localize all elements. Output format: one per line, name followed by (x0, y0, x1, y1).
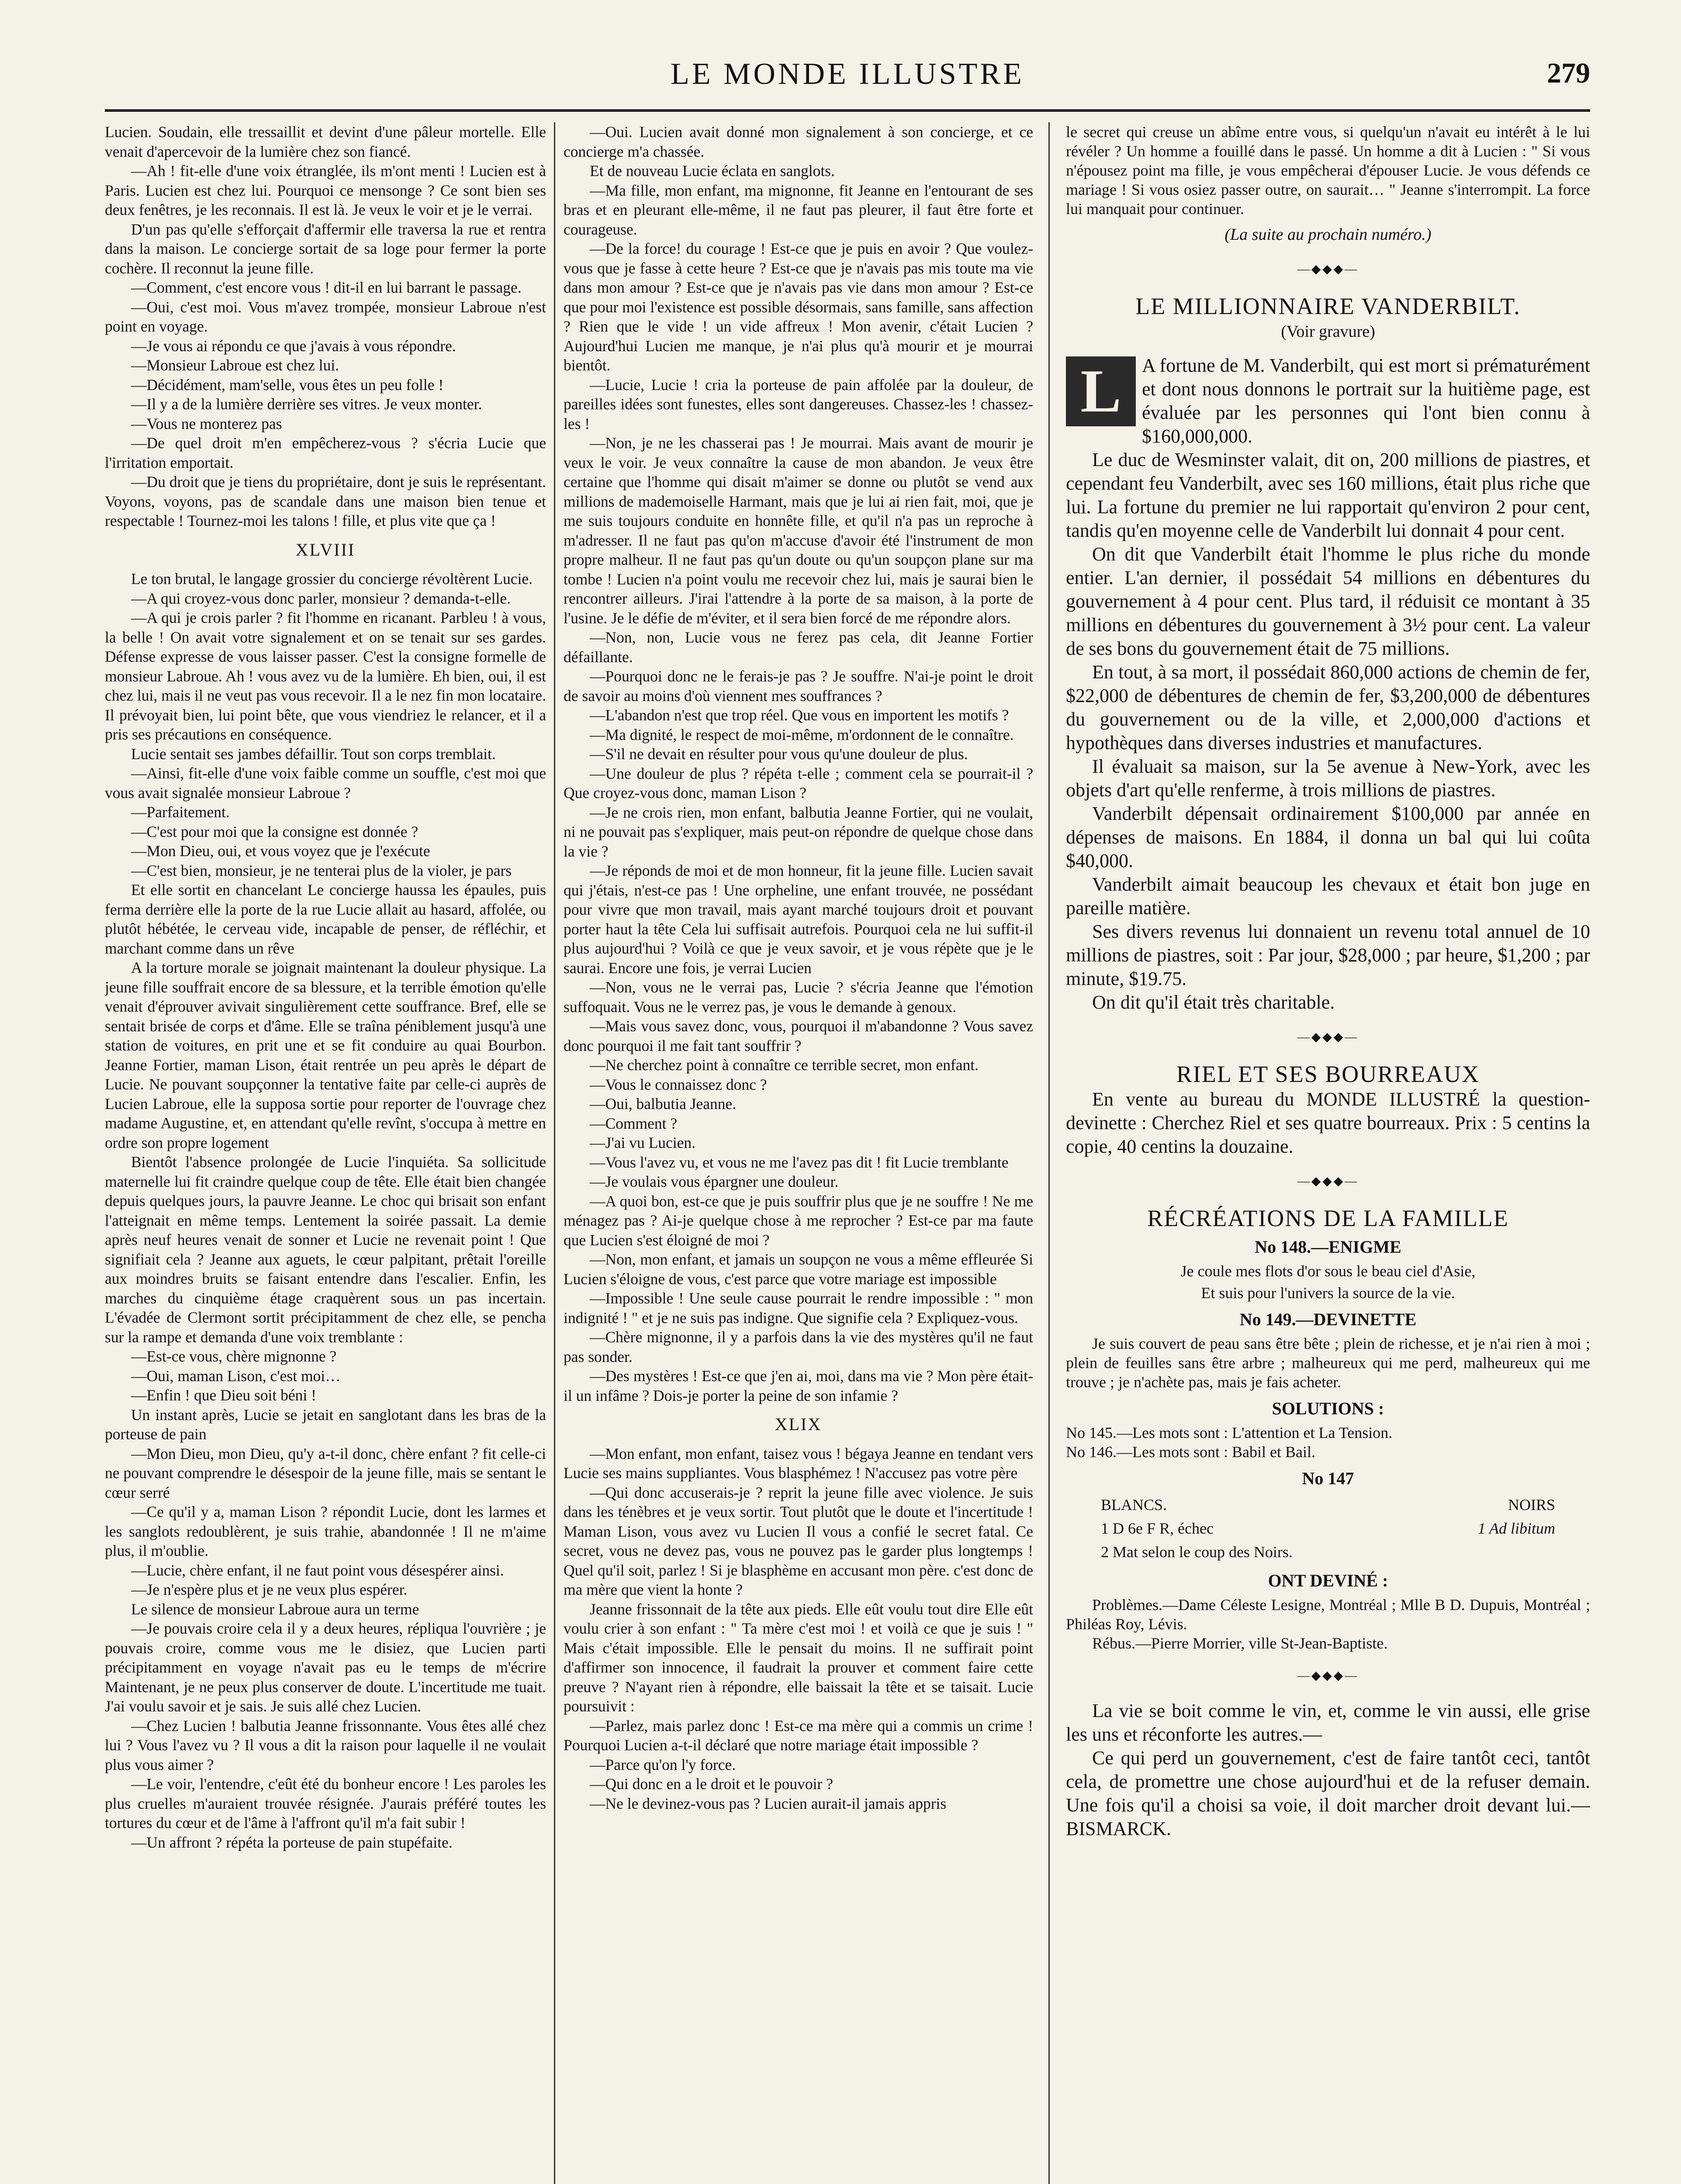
quote-text: Ce qui perd un gouvernement, c'est de faire tantôt ceci, tantôt cela, de promettre une chose aujourd'hui et de la refuser demain. Une fois qu'il a choisi sa voie, il doit marcher droit devant lui.— (1066, 1747, 1590, 1816)
paragraph: —Mais vous savez donc, vous, pourquoi il m'abandonne ? Vous savez donc pourquoi il me fait tant souffrir ? (564, 1017, 1033, 1054)
paragraph: —Impossible ! Une seule cause pourrait le rendre impossible : " mon indignité ! " et je ne suis pas indigne. Que signifie cela ? Expliquez-vous. (564, 1289, 1033, 1327)
paragraph: —Enfin ! que Dieu soit béni ! (131, 1386, 316, 1404)
paragraph: —Oui. Lucien avait donné mon signalement à son concierge, et ce concierge m'a chassée. (564, 123, 1033, 160)
solution-line: No 145.—Les mots sont : L'attention et La Tension. (1066, 1424, 1393, 1441)
paragraph: —Ma dignité, le respect de moi-même, m'ordonnent de le connaître. (590, 726, 1014, 743)
section-title-vanderbilt: LE MILLIONNAIRE VANDERBILT. (1135, 293, 1521, 319)
paragraph: Vanderbilt dépensait ordinairement $100,000 par année en dépenses de maisons. En 1884, il donna un bal qui lui coûta $40,000. (1066, 803, 1590, 871)
quote-author: BISMARCK. (1066, 1818, 1171, 1839)
paragraph: Bientôt l'absence prolongée de Lucie l'inquiéta. Sa sollicitude maternelle lui fit craindre quelque coup de tête. Elle était bien changée depuis quelques jours, la pauvre Jeanne. Le choc qui brisait son enfant l'atteignait en même temps. Lentement la soirée passait. La demie après neuf heures venait de sonner et Lucie ne revenait point ! Que signifiait cela ? Jeanne aux aguets, le cœur palpitant, prêtait l'oreille aux moindres bruits se faisant entendre dans l'escalier. Enfin, les marches du cinquième étage craquèrent sous un pas incertain. L'évadée de Clermont sortit précipitamment de chez elle, se pencha sur la rampe et demanda d'une voix tremblante : (105, 1153, 546, 1346)
paragraph: —Du droit que je tiens du propriétaire, dont je suis le représentant. Voyons, voyons, pas de scandale dans une maison bien tenue et respectable ! Tournez-moi les talons ! fille, et plus vite que ça ! (105, 473, 546, 529)
black-move: 1 Ad libitum (1477, 1520, 1555, 1537)
paragraph: —Est-ce vous, chère mignonne ? (131, 1348, 337, 1365)
paragraph: —Chez Lucien ! balbutia Jeanne frissonnante. Vous êtes allé chez lui ? Vous l'avez vu ? Il vous a dit la raison pour laquelle il ne voulait plus vous aimer ? (105, 1717, 546, 1773)
paragraph: Lucie sentait ses jambes défaillir. Tout son corps tremblait. (131, 745, 496, 763)
paragraph: A la torture morale se joignait maintenant la douleur physique. La jeune fille souffrait encore de sa blessure, et la terrible émotion qu'elle venait d'éprouver avivait singulièrement cette souffrance. Bref, elle se sentait brisée de corps et d'âme. Elle se traîna péniblement jusqu'à une station de voitures, en prit une et se fit conduire au quai Bourbon. Jeanne Fortier, maman Lison, était rentrée un peu après le départ de Lucie. Ne pouvant soupçonner la tentative faite par celle-ci auprès de Lucien Labroue, elle la supposa sortie pour reporter de l'ouvrage chez madame Augustine, et, en attendant qu'elle revînt, s'occupa à mettre en ordre son propre logement (105, 959, 546, 1151)
paragraph: —Je voulais vous épargner une douleur. (590, 1173, 839, 1190)
paragraph: —C'est pour moi que la consigne est donnée ? (131, 822, 419, 840)
paragraph: —Oui, balbutia Jeanne. (590, 1095, 737, 1113)
paragraph: —Qui donc accuserais-je ? reprit la jeune fille avec violence. Je suis dans les ténèbres et je veux sortir. Tout plutôt que le doute et l'incertitude ! Maman Lison, vous avez vu Lucien Il vous a confié le secret fatal. Ce secret, vous ne devez pas, vous ne pouvez pas le garder plus longtemps ! Quel qu'il soit, parlez ! Si je blasphème en accusant mon père. c'est donc de ma mère que vient la honte ? (564, 1483, 1033, 1598)
paragraph: —Je pouvais croire cela il y a deux heures, répliqua l'ouvrière ; je pouvais croire, comme vous me le disiez, que Lucien parti précipitamment en voyage n'avait pas eu le temps de m'écrire Maintenant, je ne peux plus conserver de doute. L'incertitude me tuait. J'ai voulu savoir et je sais. Je suis allé chez Lucien. (105, 1620, 546, 1715)
paragraph: —A qui croyez-vous donc parler, monsieur ? demanda-t-elle. (131, 589, 511, 607)
paragraph: —Lucie, chère enfant, il ne faut point vous désespérer ainsi. (131, 1561, 504, 1579)
section-title-riel: RIEL ET SES BOURREAUX (1176, 1061, 1480, 1087)
paragraph: —Oui, maman Lison, c'est moi… (131, 1367, 341, 1385)
paragraph: le secret qui creuse un abîme entre vous, si quelqu'un n'avait eu intérêt à le lui révéler ? Un homme a fouillé dans le passé. Un homme a dit à Lucien : " Si vous n'épousez point ma fille, je vous empêcherai d'épouser Lucie. Je vous défends ce mariage ! Si vous osiez passer outre, on saurait… " Jeanne s'interrompit. La force lui manquait pour continuer. (1066, 123, 1590, 218)
noirs-label: NOIRS (1508, 1496, 1555, 1514)
paragraph: Lucien. Soudain, elle tressaillit et devint d'une pâleur mortelle. Elle venait d'apercevoir de la lumière chez son fiancé. (105, 123, 546, 160)
white-move: 1 D 6e F R, échec (1101, 1520, 1214, 1537)
paragraph: —Il y a de la lumière derrière ses vitres. Je veux monter. (131, 395, 482, 413)
devinette-heading: No 149.—DEVINETTE (1239, 1310, 1417, 1329)
paragraph: —A qui je crois parler ? fit l'homme en ricanant. Parbleu ! à vous, la belle ! On avait votre signalement et on se tenait sur ses gardes. Défense expresse de vous laisser passer. C'est la consigne formelle de monsieur Labroue. Ah ! vous avez vu de la lumière. Eh bien, oui, il est chez lui, mais il ne veut pas vous recevoir. Il a le nez fin mon locataire. Il prévoyait bien, lui point bête, que vous viendriez le relancer, et il a pris ses précautions en conséquence. (105, 609, 546, 743)
paragraph: —Des mystères ! Est-ce que j'en ai, moi, dans ma vie ? Mon père était-il un infâme ? Dois-je porter la peine de son infamie ? (564, 1367, 1033, 1404)
paragraph: On dit qu'il était très charitable. (1092, 992, 1335, 1013)
paragraph: —Ah ! fit-elle d'une voix étranglée, ils m'ont menti ! Lucien est à Paris. Lucien est chez lui. Pourquoi ce mensonge ? Ce sont bien ses deux fenêtres, je les reconnais. Il est là. Je veux le voir et je le verrai. (105, 162, 546, 218)
quote (1066, 1746, 1590, 1841)
paragraph: —L'abandon n'est que trop réel. Que vous en importent les motifs ? (590, 706, 1009, 724)
paragraph: En tout, à sa mort, il possédait 860,000 actions de chemin de fer, $22,000 de débentures de chemin de fer, $3,200,000 de débentures du gouvernement ou de la ville, et 2,000,000 d'actions et hypothèques dans diverses industries et manufactures. (1066, 661, 1590, 753)
paragraph: —C'est bien, monsieur, je ne tenterai plus de la violer, je pars (131, 861, 512, 879)
chess-move (1066, 1517, 1590, 1540)
section-subtitle: (Voir gravure) (1281, 322, 1375, 341)
paragraph: —Je ne crois rien, mon enfant, balbutia Jeanne Fortier, qui ne voulait, ni ne pouvait pas s'expliquer, mais peut-on répondre de quelque chose dans la vie ? (564, 803, 1033, 860)
ornament-separator: —◆◆◆— (1297, 1175, 1359, 1188)
paragraph: Et elle sortit en chancelant Le concierge haussa les épaules, puis ferma derrière elle la porte de la rue Lucie allait au hasard, affolée, ou plutôt hébétée, le cerveau vide, incapable de penser, de réfléchir, et marchant comme dans un rêve (105, 881, 546, 957)
enigme-heading: No 148.—ENIGME (1255, 1237, 1401, 1257)
paragraph: Le ton brutal, le langage grossier du concierge révoltèrent Lucie. (131, 570, 533, 587)
paragraph: —Parfaitement. (131, 803, 230, 821)
chapter-heading: XLVIII (295, 539, 356, 560)
paragraph: —Pourquoi donc ne le ferais-je pas ? Je souffre. N'ai-je point le droit de savoir au moins d'où viennent mes souffrances ? (564, 667, 1033, 705)
paragraph: —Un affront ? répéta la porteuse de pain stupéfaite. (131, 1833, 453, 1851)
paragraph: —Ne cherchez point à connaître ce terrible secret, mon enfant. (590, 1056, 979, 1074)
paragraph: Vanderbilt aimait beaucoup les chevaux et était bon juge en pareille matière. (1066, 874, 1590, 919)
column-divider (554, 122, 555, 2184)
paragraph: Je suis couvert de peau sans être bête ; plein de richesse, et je n'ai rien à moi ; plein de feuilles sans être arbre ; malheureux qui me perd, malheureux qui me trouve ; je n'achète pas, mais je fais acheter. (1066, 1335, 1590, 1391)
paragraph: —De quel droit m'en empêcherez-vous ? s'écria Lucie que l'irritation emportait. (105, 434, 546, 471)
drop-cap: L (1066, 356, 1136, 426)
column-3 (1066, 122, 1590, 2184)
paragraph: —Ma fille, mon enfant, ma mignonne, fit Jeanne en l'entourant de ses bras et en pleurant elle-même, il ne faut pas pleurer, il faut être forte et courageuse. (564, 181, 1033, 238)
paragraph: —Je vous ai répondu ce que j'avais à vous répondre. (131, 337, 456, 355)
paragraph: —De la force! du courage ! Est-ce que je puis en avoir ? Que voulez-vous que je fasse à cette heure ? Est-ce que je n'avais pas mis toute ma vie dans mon amour ? Est-ce que je n'avais pas vie dans mon amour ? Est-ce que pour moi l'existence est possible désormais, sans famille, sans affection ? Rien que le vide ! un vide affreux ! Mon avenir, c'était Lucien ? Aujourd'hui Lucien me manque, je n'ai plus qu'à mourir et je mourrai bientôt. (564, 240, 1033, 374)
paragraph: Jeanne frissonnait de la tête aux pieds. Elle eût voulu tout dire Elle eût voulu crier à son enfant : " Ta mère c'est moi ! et voilà ce que je suis ! " Mais c'était impossible. Elle le pensait du moins. Il ne suffirait point d'affirmer son innocence, il faudrait la prouver et comment faire cette preuve ? N'ayant rien à répondre, elle baissait la tête et se taisait. Lucie poursuivit : (564, 1600, 1033, 1715)
chess-move (1066, 1540, 1590, 1564)
masthead-title: LE MONDE ILLUSTRE (671, 57, 1024, 91)
paragraph: A fortune de M. Vanderbilt, qui est mort si prématurément et dont nous donnons le portrait sur la huitième page, est évaluée par les personnes qui l'ont bien connu à $160,000,000. (1142, 355, 1590, 447)
blancs-label: BLANCS. (1101, 1496, 1167, 1514)
chapter-heading: XLIX (775, 1414, 822, 1434)
paragraph: Le duc de Wesminster valait, dit on, 200 millions de piastres, et cependant feu Vanderbilt, avec ses 160 millions, était plus riche que lui. La fortune du premier ne lui rapportait qu'environ 2 pour cent, tandis qu'en moyenne celle de Vanderbilt lui donnait 4 pour cent. (1066, 449, 1590, 541)
paragraph: —Parce qu'on l'y force. (590, 1755, 736, 1773)
ont-devine-heading: ONT DEVINÉ : (1268, 1571, 1388, 1590)
paragraph: —J'ai vu Lucien. (590, 1134, 696, 1151)
paragraph: Un instant après, Lucie se jetait en sanglotant dans les bras de la porteuse de pain (105, 1406, 546, 1443)
solutions-heading: SOLUTIONS : (1272, 1399, 1384, 1418)
paragraph: On dit que Vanderbilt était l'homme le plus riche du monde entier. L'an dernier, il possédait 54 millions en débentures du gouvernement à 4 pour cent. Plus tard, il réduisit ce montant à 35 millions en débentures du gouvernement à 3½ pour cent. La valeur de ses bons du gouvernement était de 75 millions. (1066, 543, 1590, 659)
paragraph: —Vous l'avez vu, et vous ne me l'avez pas dit ! fit Lucie tremblante (590, 1153, 1009, 1171)
paragraph: —Une douleur de plus ? répéta t-elle ; comment cela se pourrait-il ? Que croyez-vous donc, maman Lison ? (564, 764, 1033, 802)
column-2 (564, 122, 1033, 2184)
verse-line: Je coule mes flots d'or sous le beau ciel d'Asie, (1180, 1262, 1476, 1280)
paragraph: Il évaluait sa maison, sur la 5e avenue à New-York, avec les objets d'art qu'elle renferme, à trois millions de piastres. (1066, 756, 1590, 801)
ornament-separator: —◆◆◆— (1297, 263, 1359, 276)
problem-number: No 147 (1302, 1469, 1354, 1488)
page-number: 279 (1547, 57, 1590, 89)
paragraph: Problèmes.—Dame Céleste Lesigne, Montréal ; Mlle B D. Dupuis, Montréal ; Philéas Roy, Lévis. (1066, 1596, 1590, 1633)
paragraph: —Mon Dieu, oui, et vous voyez que je l'exécute (131, 842, 430, 860)
paragraph: —Décidément, mam'selle, vous êtes un peu folle ! (131, 376, 444, 394)
paragraph: Et de nouveau Lucie éclata en sanglots. (590, 162, 835, 180)
paragraph: —A quoi bon, est-ce que je puis souffrir plus que je ne souffre ! Ne me ménagez pas ? Ai-je quelque chose à me reprocher ? Est-ce par ma faute que Lucien s'est éloigné de moi ? (564, 1192, 1033, 1249)
paragraph: —Non, non, Lucie vous ne ferez pas cela, dit Jeanne Fortier défaillante. (564, 629, 1033, 666)
paragraph: En vente au bureau du MONDE ILLUSTRÉ la question-devinette : Cherchez Riel et ses quatre bourreaux. Prix : 5 centins la copie, 40 centins la douzaine. (1066, 1089, 1590, 1157)
paragraph: —Mon Dieu, mon Dieu, qu'y a-t-il donc, chère enfant ? fit celle-ci ne pouvant comprendre le désespoir de la jeune fille, mais se sentant le cœur serré (105, 1444, 546, 1501)
paragraph: —Non, mon enfant, et jamais un soupçon ne vous a même effleurée Si Lucien s'éloigne de vous, c'est parce que votre mariage est impossible (564, 1251, 1033, 1288)
paragraph: —Je réponds de moi et de mon honneur, fit la jeune fille. Lucien savait qui j'étais, n'est-ce pas ! Une orpheline, une enfant trouvée, ne possédant pour vivre que mon travail, mais ayant marché toujours droit et pouvant porter haut la tête Cela lui suffisait autrefois. Pourquoi cela ne lui suffit-il plus aujourd'hui ? Voilà ce que je veux savoir, et je vous répète que je le saurai. Encore une fois, je verrai Lucien (564, 862, 1033, 977)
continuation-note: (La suite au prochain numéro.) (1224, 225, 1432, 244)
paragraph: —Vous ne monterez pas (131, 415, 282, 432)
white-move: 2 Mat selon le coup des Noirs. (1101, 1543, 1293, 1561)
ornament-separator: —◆◆◆— (1297, 1669, 1359, 1683)
chess-header (1066, 1493, 1590, 1517)
paragraph: —Parlez, mais parlez donc ! Est-ce ma mère qui a commis un crime ! Pourquoi Lucien a-t-il déclaré que notre mariage était impossible ? (564, 1717, 1033, 1754)
paragraph: —Non, vous ne le verrai pas, Lucie ? s'écria Jeanne que l'émotion suffoquait. Vous ne le verrez pas, je vous le demande à genoux. (564, 978, 1033, 1016)
paragraph: —Comment, c'est encore vous ! dit-il en lui barrant le passage. (131, 279, 522, 296)
paragraph: —Comment ? (590, 1114, 678, 1132)
page-header (105, 57, 1590, 112)
paragraph: —Vous le connaissez donc ? (590, 1075, 767, 1093)
paragraph: —Ne le devinez-vous pas ? Lucien aurait-il jamais appris (590, 1794, 947, 1812)
column-1 (105, 122, 546, 2184)
solution-line: No 146.—Les mots sont : Babil et Bail. (1066, 1443, 1315, 1461)
paragraph: —Monsieur Labroue est chez lui. (131, 356, 339, 374)
column-divider (1048, 122, 1050, 2184)
paragraph: Ses divers revenus lui donnaient un revenu total annuel de 10 millions de piastres, soit : Par jour, $28,000 ; par heure, $1,200 ; par minute, $19.75. (1066, 921, 1590, 989)
paragraph: Rébus.—Pierre Morrier, ville St-Jean-Baptiste. (1092, 1635, 1388, 1652)
section-title-recreations: RÉCRÉATIONS DE LA FAMILLE (1147, 1205, 1509, 1231)
quote: La vie se boit comme le vin, et, comme le vin aussi, elle grise les uns et réconforte les autres.— (1066, 1700, 1590, 1745)
paragraph: —Lucie, Lucie ! cria la porteuse de pain affolée par la douleur, de pareilles idées sont funestes, elles sont dangereuses. Chassez-les ! chassez-les ! (564, 376, 1033, 432)
paragraph: —Le voir, l'entendre, c'eût été du bonheur encore ! Les paroles les plus cruelles m'auraient trouvée résignée. J'aurais préféré toutes les tortures du cœur et de l'âme à l'affront qu'il m'a fait subir ! (105, 1775, 546, 1832)
paragraph: —Je n'espère plus et je ne veux plus espérer. (131, 1581, 408, 1598)
paragraph: —S'il ne devait en résulter pour vous qu'une douleur de plus. (590, 745, 968, 763)
paragraph: —Ainsi, fit-elle d'une voix faible comme un souffle, c'est moi que vous avait signalée monsieur Labroue ? (105, 764, 546, 802)
verse-line: Et suis pour l'univers la source de la vie. (1201, 1284, 1455, 1302)
paragraph: —Mon enfant, mon enfant, taisez vous ! bégaya Jeanne en tendant vers Lucie ses mains suppliantes. Vous blasphémez ! N'accusez pas votre père (564, 1444, 1033, 1482)
paragraph: D'un pas qu'elle s'efforçait d'affermir elle traversa la rue et rentra dans la maison. Le concierge sortait de sa loge pour fermer la porte cochère. Il reconnut la jeune fille. (105, 220, 546, 277)
paragraph: —Chère mignonne, il y a parfois dans la vie des mystères qu'il ne faut pas sonder. (564, 1328, 1033, 1365)
paragraph: —Non, je ne les chasserai pas ! Je mourrai. Mais avant de mourir je veux le voir. Je veux connaître la cause de mon abandon. Je veux être certaine que l'homme qui disait m'aimer se donne ou plutôt se vend aux millions de mademoiselle Harmant, mais que je lui ai rien fait, moi, que je me suis toujours conduite en honnête fille, et qu'il n'a pas un reproche à m'adresser. Il ne faut pas qu'on m'accuse d'avoir été l'instrument de mon propre malheur. Il ne faut pas qu'un doute ou qu'un soupçon plane sur ma tombe ! Lucien n'a point voulu me recevoir chez lui, mais je saurai bien le rencontrer ailleurs. J'irai l'attendre à la porte de sa maison, à la porte de l'usine. Je le défie de m'éviter, et il sera bien forcé de me répondre alors. (564, 434, 1033, 627)
paragraph: —Oui, c'est moi. Vous m'avez trompée, monsieur Labroue n'est point en voyage. (105, 298, 546, 335)
paragraph: —Qui donc en a le droit et le pouvoir ? (590, 1775, 833, 1793)
paragraph: Le silence de monsieur Labroue aura un terme (131, 1600, 419, 1618)
ornament-separator: —◆◆◆— (1297, 1030, 1359, 1044)
paragraph: —Ce qu'il y a, maman Lison ? répondit Lucie, dont les larmes et les sanglots redoublèrent, je suis trahie, abandonnée ! Il ne m'aime plus, il m'oublie. (105, 1503, 546, 1559)
